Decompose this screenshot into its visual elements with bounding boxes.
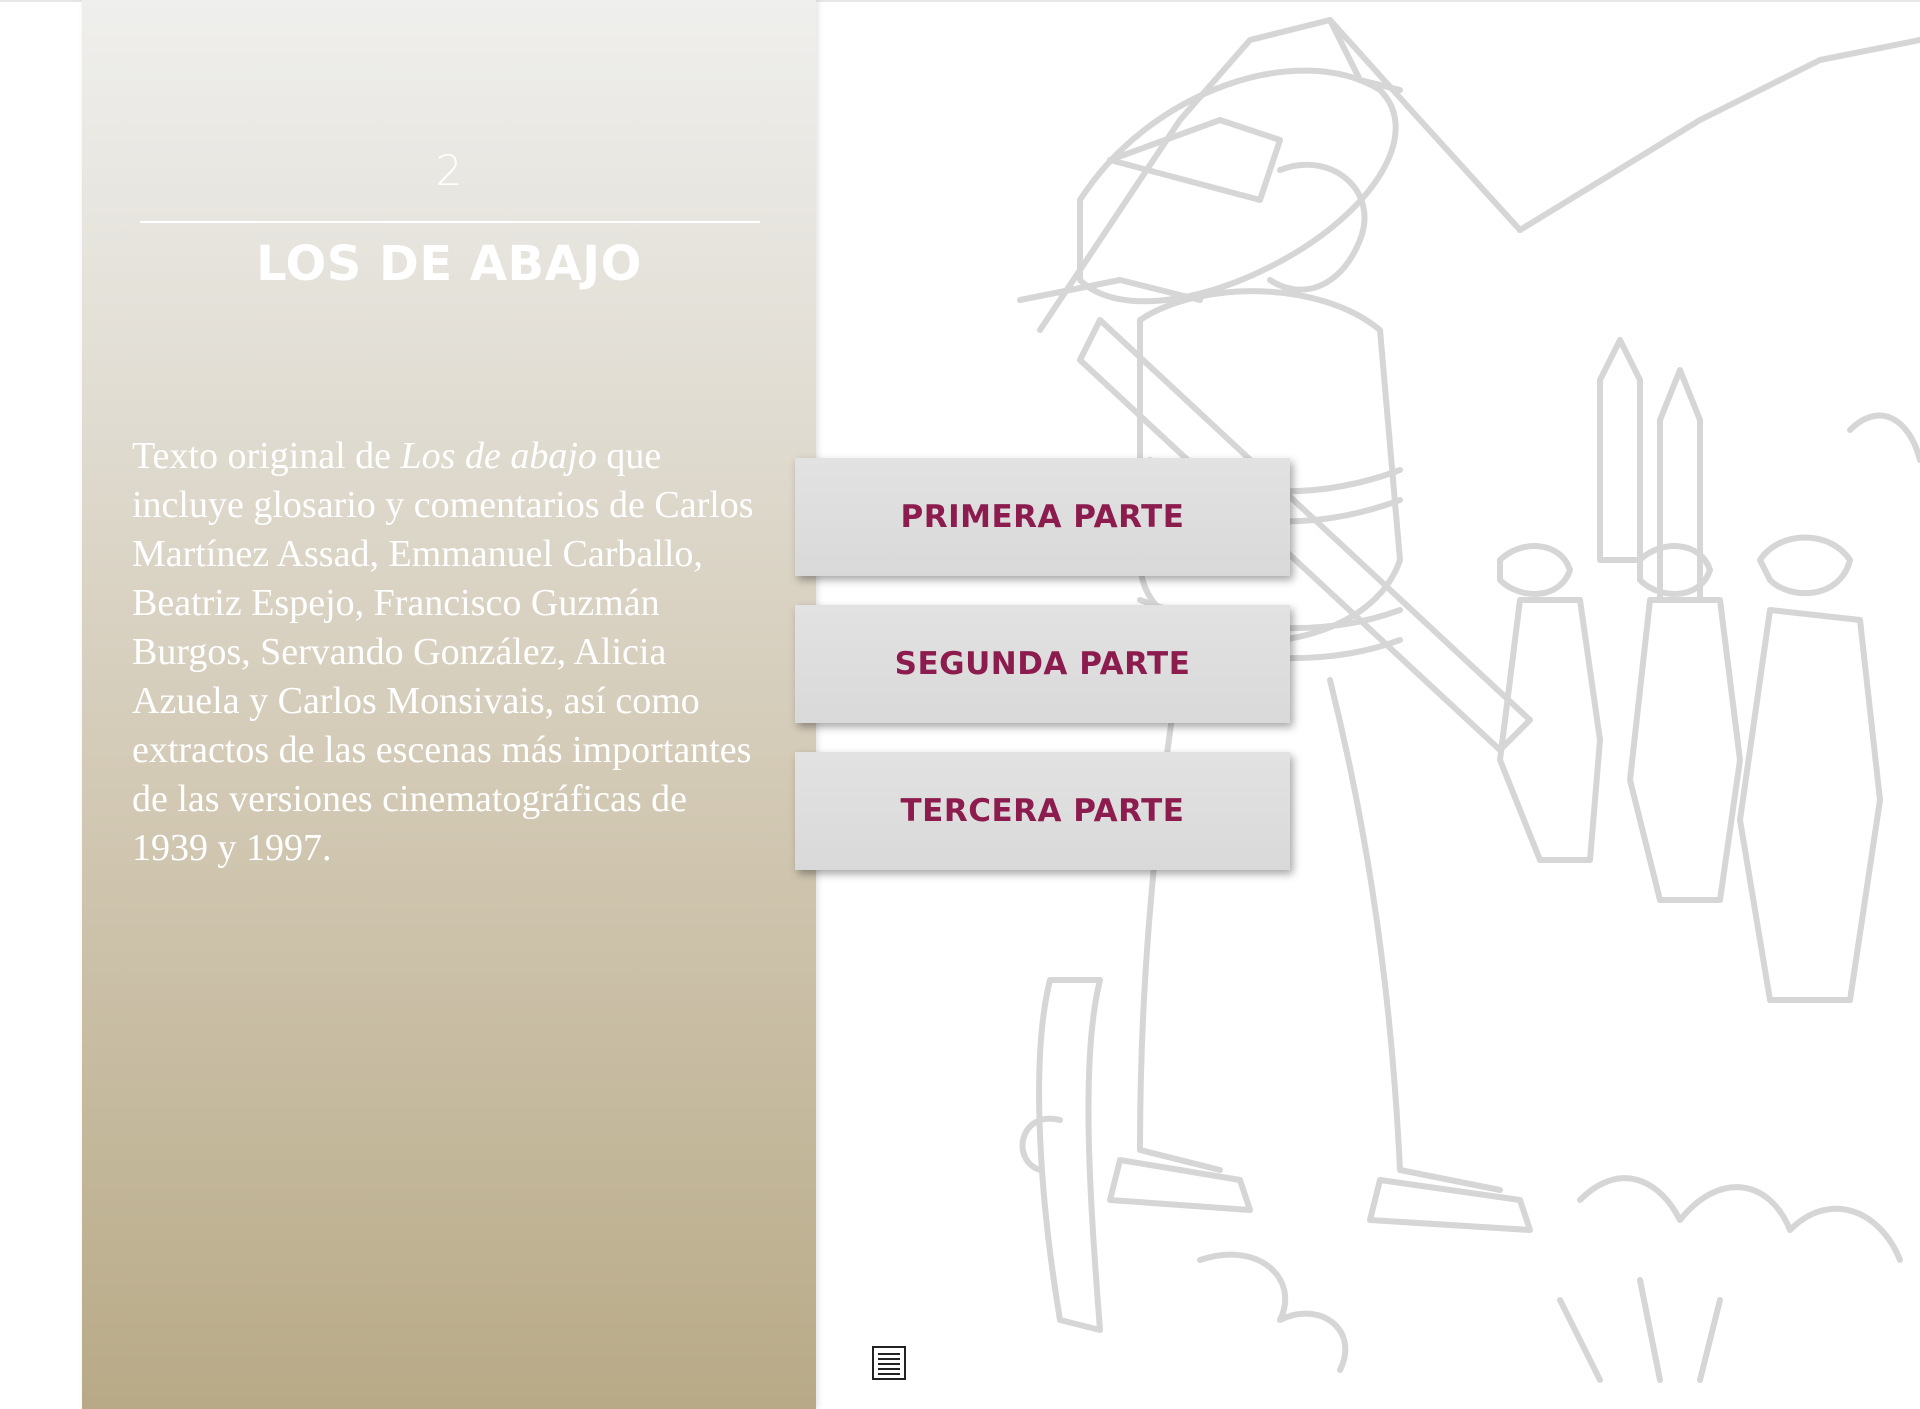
segunda-parte-button[interactable]: SEGUNDA PARTE	[795, 605, 1290, 723]
description-intro: Texto original de	[132, 435, 401, 477]
chapter-description	[132, 432, 772, 873]
title-divider	[140, 221, 760, 223]
chapter-panel	[82, 0, 816, 1409]
list-menu-icon[interactable]	[871, 1345, 907, 1381]
description-book-title: Los de abajo	[400, 435, 597, 477]
primera-parte-button[interactable]: PRIMERA PARTE	[795, 458, 1290, 576]
description-rest: que incluye glosario y comentarios de Carlos Martínez Assad, Emmanuel Carballo, Beatriz Espejo, Francisco Guzmán Burgos, Servando González, Alicia Azuela y Carlos Monsivais, así como extractos de las escenas más importantes de las versiones cinematográficas de 1939 y 1997.	[132, 435, 754, 869]
chapter-title: LOS DE ABAJO	[256, 236, 642, 292]
chapter-number: 2	[435, 146, 463, 195]
tercera-parte-button[interactable]: TERCERA PARTE	[795, 752, 1290, 870]
